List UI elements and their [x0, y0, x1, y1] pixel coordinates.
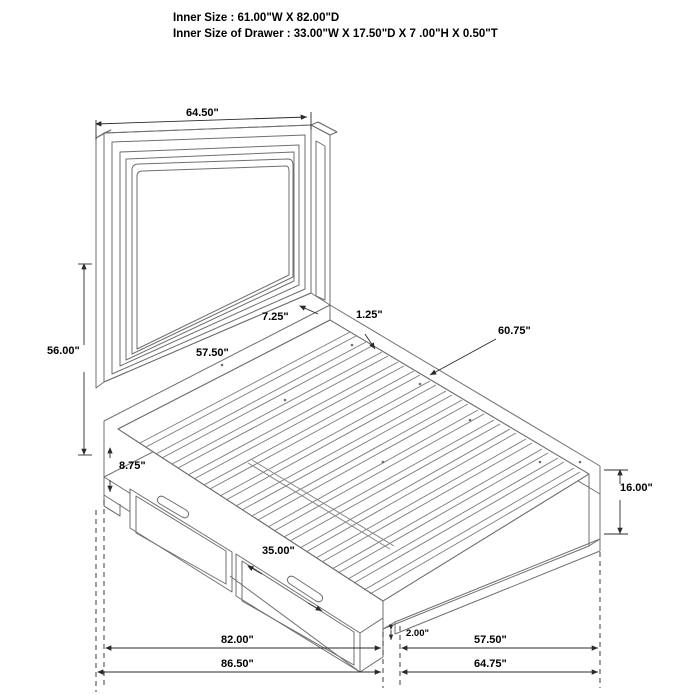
dimension-label-overall-depth: 82.00" [221, 634, 254, 646]
dimension-label-bed-depth: 60.75" [498, 325, 531, 337]
dimension-label-bottom-width-1: 57.50" [474, 634, 507, 646]
dimension-label-slat-gap: 7.25" [262, 311, 289, 323]
dimension-label-headboard-height: 56.00" [47, 345, 80, 357]
dimension-label-rail-height: 8.75" [119, 460, 146, 472]
inner-size-line-1: Inner Size : 61.00"W X 82.00"D [173, 12, 340, 24]
inner-size-line-2: Inner Size of Drawer : 33.00"W X 17.50"D X 7 .00"H X 0.50"T [173, 28, 498, 40]
dimension-label-total-depth: 86.50" [221, 658, 254, 670]
dimension-label-slat-thickness: 1.25" [356, 309, 383, 321]
dimension-label-mattress-width: 57.50" [196, 347, 229, 359]
dimension-label-footboard-height: 16.00" [620, 482, 653, 494]
dimension-label-drawer-width: 35.00" [262, 545, 295, 557]
dimension-label-top-width: 64.50" [186, 107, 219, 119]
dimension-label-foot-clearance: 2.00" [406, 628, 429, 639]
dimension-label-bottom-width-2: 64.75" [474, 658, 507, 670]
bed-geometry [96, 122, 600, 672]
